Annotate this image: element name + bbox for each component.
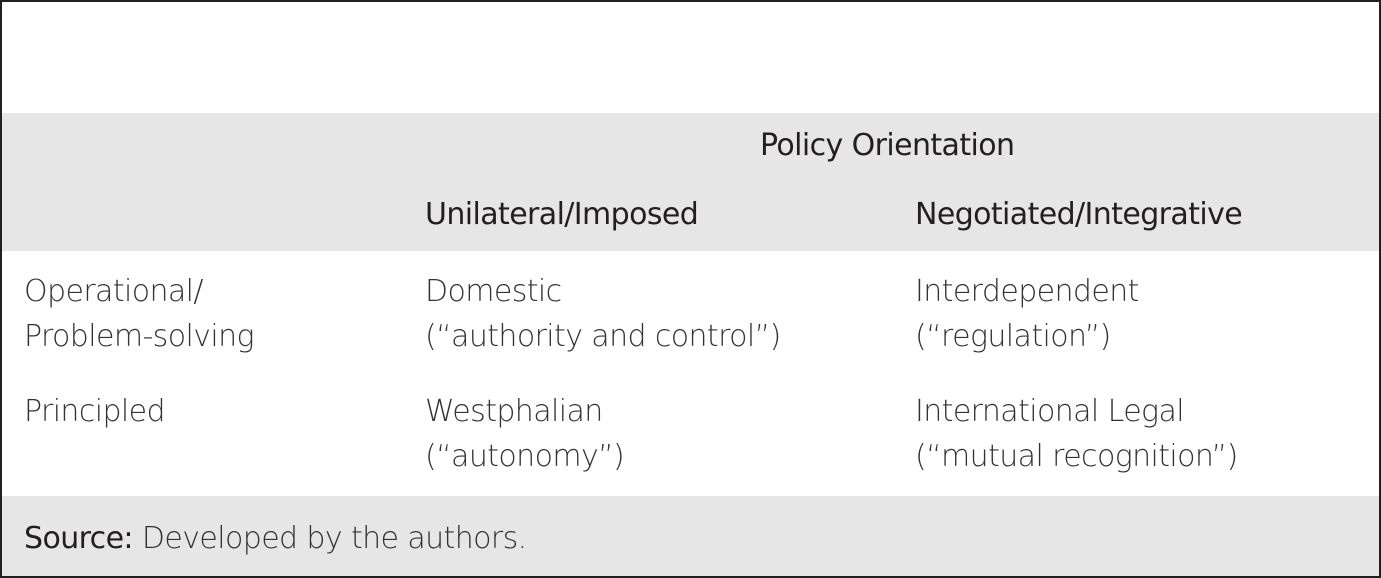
cell-line: International Legal (915, 394, 1184, 429)
cell-westphalian (425, 389, 624, 479)
cell-line: Interdependent (915, 274, 1139, 309)
source-text: Developed by the authors. (132, 521, 527, 556)
column-header-negotiated: Negotiated/Integrative (915, 197, 1243, 232)
source-label: Source: (24, 521, 133, 556)
cell-interdependent (915, 269, 1139, 359)
cell-line: (“authority and control”) (425, 319, 781, 354)
row-label-line: Principled (24, 394, 165, 429)
source-note (24, 516, 527, 561)
cell-line: (“autonomy”) (425, 439, 625, 474)
row-label-line: Operational/ (24, 274, 203, 309)
cell-line: (“mutual recognition”) (915, 439, 1238, 474)
cell-line: Domestic (425, 274, 562, 309)
group-header: Policy Orientation (760, 128, 1015, 163)
row-label-principled (24, 389, 165, 434)
row-label-line: Problem-solving (24, 319, 254, 354)
cell-domestic (425, 269, 781, 359)
column-header-unilateral: Unilateral/Imposed (425, 197, 699, 232)
cell-line: (“regulation”) (915, 319, 1111, 354)
cell-line: Westphalian (425, 394, 603, 429)
cell-international-legal (915, 389, 1238, 479)
row-label-operational (24, 269, 254, 359)
